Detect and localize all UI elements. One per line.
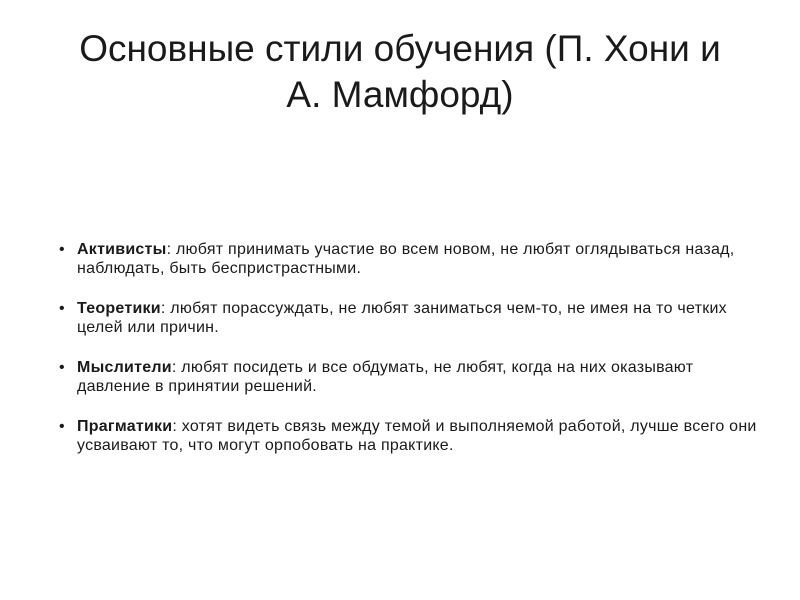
bullet-text: : хотят видеть связь между темой и выполняемой работой, лучше всего они усваивают то, что могут орпобовать на практике. [77, 418, 757, 454]
bullet-marker: • [59, 359, 65, 376]
bullet-text: : любят принимать участие во всем новом, не любят оглядываться назад, наблюдать, быть беспристрастными. [77, 241, 735, 277]
bullet-list [58, 240, 758, 476]
bullet-text: : любят посидеть и все обдумать, не любят, когда на них оказывают давление в принятии решений. [77, 359, 694, 395]
bullet-marker: • [59, 300, 65, 317]
bullet-item-reflectors [58, 358, 758, 396]
bullet-item-activists [58, 240, 758, 278]
bullet-item-theorists [58, 299, 758, 337]
bullet-item-pragmatists [58, 417, 758, 455]
bullet-marker: • [59, 241, 65, 258]
bullet-term: Мыслители [77, 359, 172, 376]
bullet-text: : любят порассуждать, не любят заниматься чем-то, не имея на то четких целей или причин. [77, 300, 727, 336]
bullet-term: Теоретики [77, 300, 161, 317]
bullet-term: Активисты [77, 241, 167, 258]
bullet-marker: • [59, 418, 65, 435]
slide-title: Основные стили обучения (П. Хони и А. Мамфорд) [79, 28, 721, 115]
bullet-term: Прагматики [77, 418, 173, 435]
